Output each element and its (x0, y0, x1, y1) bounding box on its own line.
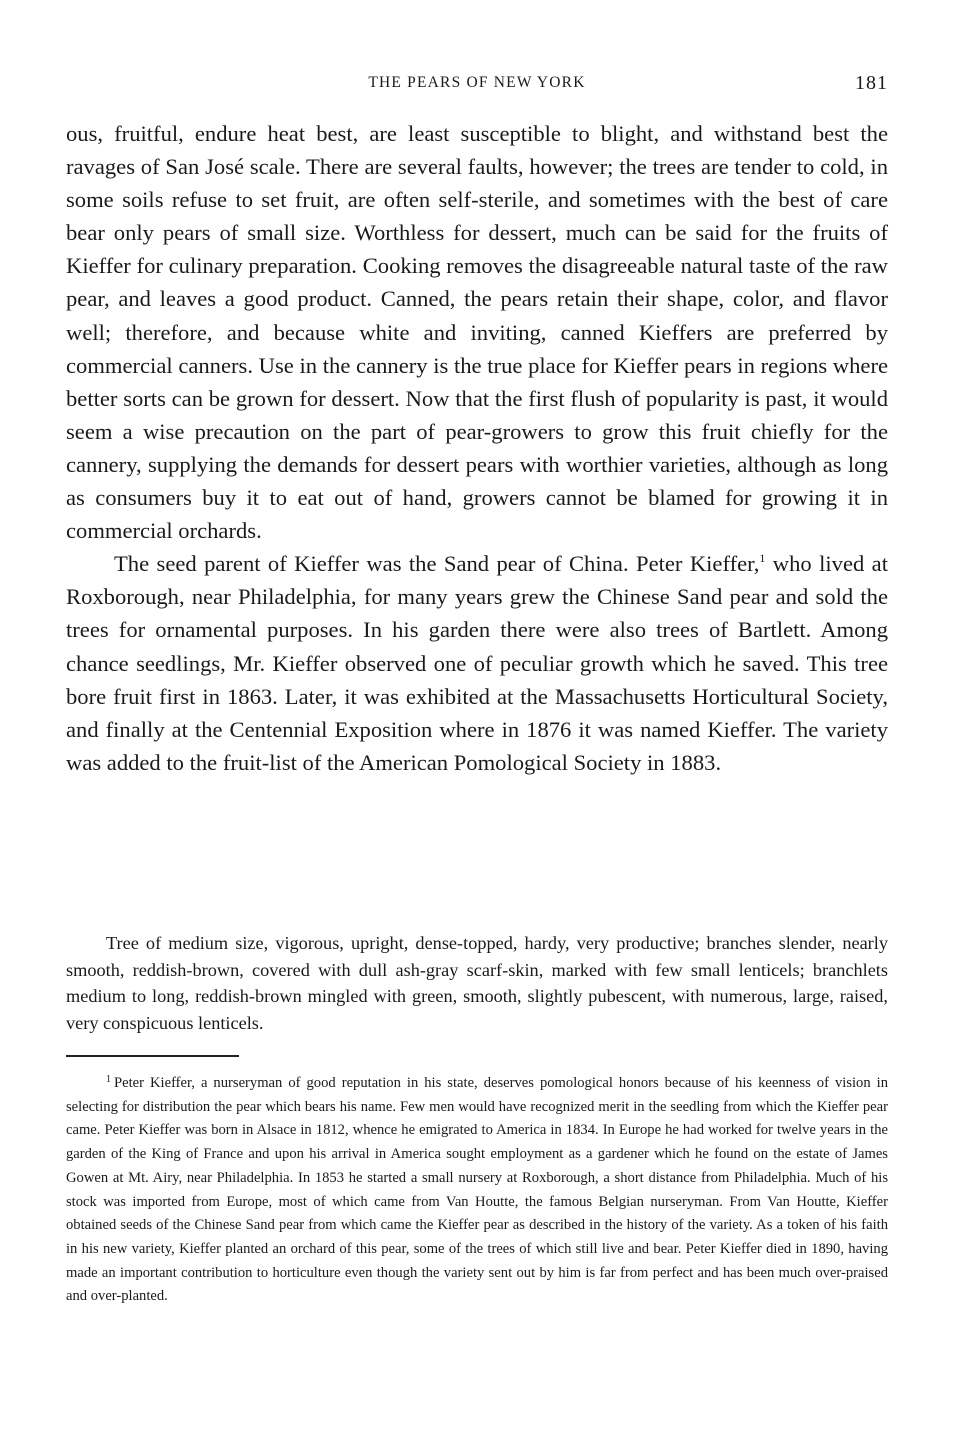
footnotes (66, 1072, 888, 1309)
footnote-divider (66, 1055, 239, 1057)
page-number: 181 (855, 72, 888, 94)
running-title: THE PEARS OF NEW YORK (368, 74, 586, 91)
running-head (66, 74, 888, 96)
tree-description (66, 930, 888, 1036)
paragraph-history (66, 547, 888, 779)
paragraph-continuation: ous, fruitful, endure heat best, are least susceptible to blight, and withstand best the ravages of San José scale. There are several faults, however; the trees are tender to cold, in some soils refuse to set fruit, are often self-sterile, and sometimes with the best of care bear only pears of small size. Worthless for dessert, much can be said for the fruits of Kieffer for culinary preparation. Cooking removes the disagreeable natural taste of the raw pear, and leaves a good product. Canned, the pears retain their shape, color, and flavor well; therefore, and because white and inviting, canned Kieffers are preferred by commercial canners. Use in the cannery is the true place for Kieffer pears in regions where better sorts can be grown for dessert. Now that the first flush of popularity is past, it would seem a wise precaution on the part of pear-growers to grow this fruit chiefly for the cannery, supplying the demands for dessert pears with worthier varieties, although as long as consumers buy it to eat out of hand, growers cannot be blamed for growing it in commercial orchards. (66, 121, 888, 544)
paragraph-history-start: The seed parent of Kieffer was the Sand pear of China. Peter Kieffer, (114, 551, 760, 577)
paragraph-history-end: who lived at Roxborough, near Philadelphia, for many years grew the Chinese Sand pear and sold the trees for ornamental purposes. In his garden there were also trees of Bartlett. Among chance seedlings, Mr. Kieffer observed one of peculiar growth which he saved. This tree bore fruit first in 1863. Later, it was exhibited at the Massachusetts Horticultural Society, and finally at the Centennial Exposition where in 1876 it was named Kieffer. The variety was added to the fruit-list of the American Pomological Society in 1883. (66, 551, 888, 775)
footnote-marker: 1 (106, 1074, 111, 1085)
footnote-text: Peter Kieffer, a nurseryman of good reputation in his state, deserves pomological honors because of his keenness of vision in selecting for distribution the pear which bears his name. Few men would have recognized merit in the seedling from which the Kieffer pear came. Peter Kieffer was born in Alsace in 1812, whence he emigrated to America in 1834. In Europe he had worked for twelve years in the garden of the King of France and upon his arrival in America sought employment as a gardener which he found on the estate of James Gowen at Mt. Airy, near Philadelphia. In 1853 he started a small nursery at Roxborough, a short distance from Philadelphia. Much of his stock was imported from Europe, most of which came from Van Houtte, the famous Belgian nurseryman. From Van Houtte, Kieffer obtained seeds of the Chinese Sand pear from which came the Kieffer pear as described in the history of the variety. As a token of his faith in his new variety, Kieffer planted an orchard of this pear, some of the trees of which still live and bear. Peter Kieffer died in 1890, having made an important contribution to horticulture even though the variety sent out by him is far from perfect and has been much over-praised and over-planted. (66, 1075, 888, 1305)
tree-description-text: Tree of medium size, vigorous, upright, dense-topped, hardy, very productive; branches slender, nearly smooth, reddish-brown, covered with dull ash-gray scarf-skin, marked with few small lenticels; branchlets medium to long, reddish-brown mingled with green, smooth, slightly pubescent, with numerous, large, raised, very conspicuous lenticels. (66, 933, 888, 1033)
main-text (66, 117, 888, 779)
footnote-reference: 1 (759, 551, 766, 566)
footnote-1 (66, 1072, 888, 1309)
